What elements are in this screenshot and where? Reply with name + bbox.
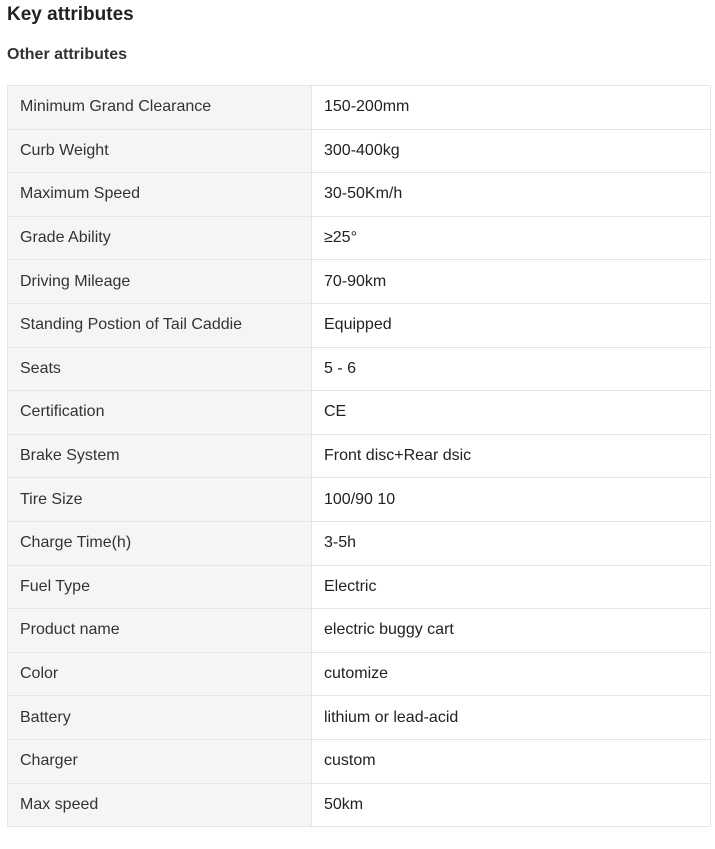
attribute-value: 100/90 10 bbox=[312, 478, 711, 522]
attribute-name: Seats bbox=[8, 347, 312, 391]
attribute-value: 300-400kg bbox=[312, 129, 711, 173]
table-row bbox=[8, 173, 711, 217]
attribute-name: Minimum Grand Clearance bbox=[8, 86, 312, 130]
attributes-table-body bbox=[8, 86, 711, 827]
attribute-value: cutomize bbox=[312, 652, 711, 696]
attribute-value: CE bbox=[312, 391, 711, 435]
attribute-value: ≥25° bbox=[312, 216, 711, 260]
attribute-value: electric buggy cart bbox=[312, 609, 711, 653]
attribute-name: Charge Time(h) bbox=[8, 521, 312, 565]
attribute-value: 30-50Km/h bbox=[312, 173, 711, 217]
table-row bbox=[8, 696, 711, 740]
attribute-value: 150-200mm bbox=[312, 86, 711, 130]
attribute-value: 5 - 6 bbox=[312, 347, 711, 391]
attribute-value: 50km bbox=[312, 783, 711, 827]
attribute-name: Color bbox=[8, 652, 312, 696]
table-row bbox=[8, 391, 711, 435]
attribute-name: Charger bbox=[8, 739, 312, 783]
attribute-name: Maximum Speed bbox=[8, 173, 312, 217]
attribute-name: Fuel Type bbox=[8, 565, 312, 609]
table-row bbox=[8, 521, 711, 565]
section-title: Other attributes bbox=[7, 46, 128, 63]
attributes-table bbox=[7, 85, 711, 827]
table-row bbox=[8, 303, 711, 347]
attribute-name: Grade Ability bbox=[8, 216, 312, 260]
attribute-name: Driving Mileage bbox=[8, 260, 312, 304]
page-title: Key attributes bbox=[7, 4, 134, 25]
attribute-name: Curb Weight bbox=[8, 129, 312, 173]
attribute-value: lithium or lead-acid bbox=[312, 696, 711, 740]
table-row bbox=[8, 565, 711, 609]
attribute-name: Product name bbox=[8, 609, 312, 653]
attribute-value: custom bbox=[312, 739, 711, 783]
table-row bbox=[8, 216, 711, 260]
table-row bbox=[8, 739, 711, 783]
table-row bbox=[8, 609, 711, 653]
table-row bbox=[8, 129, 711, 173]
attribute-name: Certification bbox=[8, 391, 312, 435]
table-row bbox=[8, 652, 711, 696]
attribute-name: Tire Size bbox=[8, 478, 312, 522]
attribute-value: Front disc+Rear dsic bbox=[312, 434, 711, 478]
attribute-value: Electric bbox=[312, 565, 711, 609]
table-row bbox=[8, 347, 711, 391]
attribute-value: Equipped bbox=[312, 303, 711, 347]
table-row bbox=[8, 260, 711, 304]
table-row bbox=[8, 434, 711, 478]
attribute-name: Max speed bbox=[8, 783, 312, 827]
attribute-value: 70-90km bbox=[312, 260, 711, 304]
attribute-value: 3-5h bbox=[312, 521, 711, 565]
table-row bbox=[8, 783, 711, 827]
attribute-name: Standing Postion of Tail Caddie bbox=[8, 303, 312, 347]
table-row bbox=[8, 86, 711, 130]
table-row bbox=[8, 478, 711, 522]
attribute-name: Brake System bbox=[8, 434, 312, 478]
attribute-name: Battery bbox=[8, 696, 312, 740]
